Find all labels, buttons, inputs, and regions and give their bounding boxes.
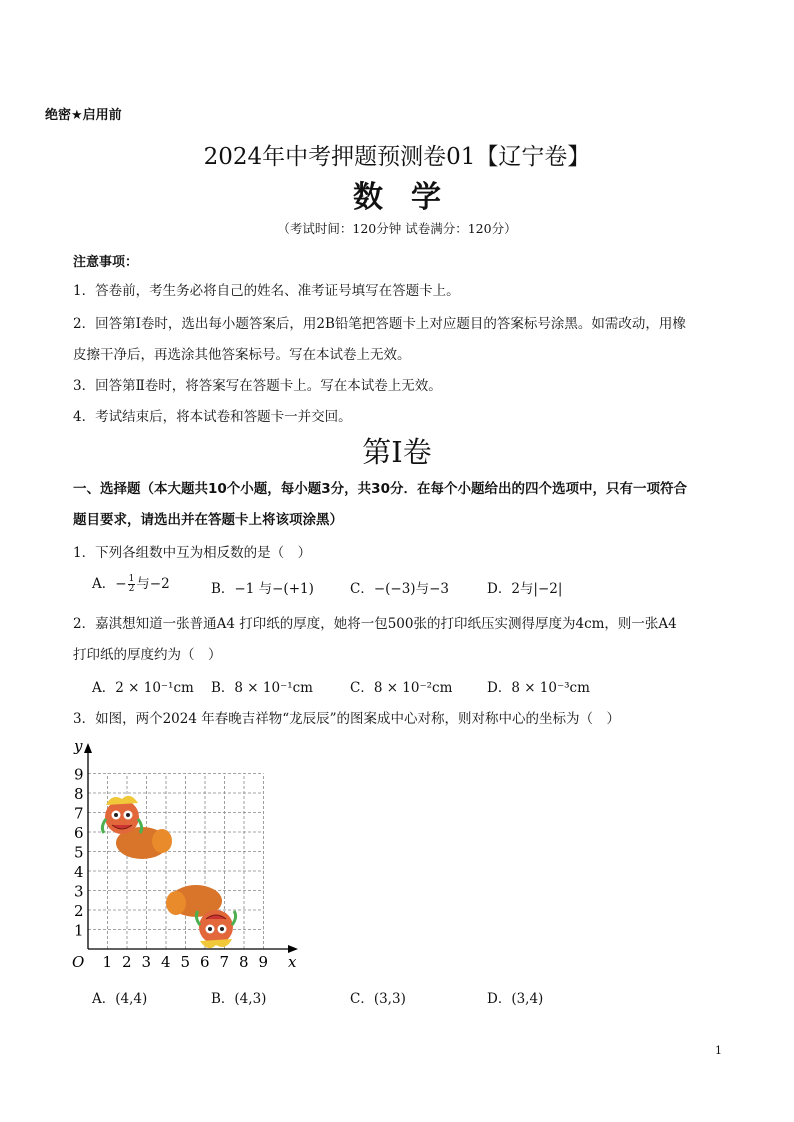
y-tick-label: 7: [74, 804, 84, 823]
y-axis-label: y: [74, 737, 83, 755]
question-1-option-d: D．2与|−2|: [487, 581, 563, 597]
question-1-option-c: C．−(−3)与−3: [350, 581, 449, 597]
question-2-option-c: C．8 × 10⁻²cm: [350, 680, 453, 696]
question-3-stem: 3．如图，两个2024 年春晚吉祥物“龙辰辰”的图案成中心对称，则对称中心的坐标为（ ）: [73, 711, 621, 727]
y-tick-label: 4: [74, 863, 84, 881]
notice-item: 3．回答第Ⅱ卷时，将答案写在答题卡上。写在本试卷上无效。: [73, 378, 442, 394]
x-tick-label: 9: [258, 953, 269, 971]
y-tick-label: 8: [74, 785, 84, 803]
exam-title: 2024年中考押题预测卷01【辽宁卷】: [203, 144, 591, 170]
question-2-option-b: B．8 × 10⁻¹cm: [211, 680, 313, 696]
question-3-option-d: D．(3,4): [487, 991, 544, 1007]
y-axis-arrow: [84, 743, 92, 753]
dragon-mascot-image: [102, 796, 172, 859]
y-tick-label: 3: [74, 882, 84, 901]
exam-info: （考试时间：120分钟 试卷满分：120分）: [277, 221, 517, 236]
question-1-option-b: B．−1 与−(+1): [211, 581, 314, 597]
question-3-option-a: A．(4,4): [92, 991, 148, 1007]
question-2-option-d: D．8 × 10⁻³cm: [487, 680, 590, 696]
x-tick-label: 4: [161, 953, 171, 971]
y-tick-label: 2: [74, 902, 84, 920]
confidential-label: 绝密★启用前: [45, 108, 122, 123]
x-tick-label: 8: [239, 953, 249, 971]
notice-heading: 注意事项：: [73, 255, 139, 270]
notice-item: 1．答卷前，考生务必将自己的姓名、准考证号填写在答题卡上。: [73, 283, 460, 299]
x-tick-label: 5: [180, 953, 191, 971]
x-tick-label: 7: [219, 953, 230, 971]
coordinate-grid-figure: [60, 735, 310, 975]
notice-item: 4．考试结束后，将本试卷和答题卡一并交回。: [73, 409, 352, 425]
subject-title: 数学: [353, 180, 469, 215]
y-tick-label: 1: [74, 921, 84, 940]
question-1-option-a: A．− $\frac{1}{2}$ 与−2: [92, 574, 170, 594]
question-2-option-a: A．2 × 10⁻¹cm: [92, 680, 194, 696]
x-tick-label: 6: [200, 953, 210, 971]
y-tick-label: 5: [74, 843, 84, 862]
dragon-mascot-image-rotated: [166, 885, 236, 948]
question-2-stem: 2．嘉淇想知道一张普通A4 打印纸的厚度，她将一包500张的打印纸压实测得厚度为4cm，则一张A4: [73, 616, 677, 632]
x-axis-label: x: [288, 953, 297, 971]
question-2-stem-cont: 打印纸的厚度约为（ ）: [73, 647, 222, 663]
section-heading: 一、选择题（本大题共10个小题，每小题3分，共30分．在每个小题给出的四个选项中，只有一项符合: [73, 481, 687, 497]
x-tick-label: 2: [122, 953, 132, 971]
y-tick-label: 9: [74, 765, 84, 784]
fraction: $\frac{1}{2}$: [128, 574, 135, 594]
volume-title: 第Ⅰ卷: [362, 435, 432, 469]
question-1-stem: 1．下列各组数中互为相反数的是（ ）: [73, 545, 312, 561]
y-tick-labels: [74, 766, 84, 940]
x-tick-label: 3: [141, 953, 152, 971]
x-tick-labels: [103, 953, 269, 971]
page-number: 1: [715, 1044, 722, 1057]
question-3-option-b: B．(4,3): [211, 991, 267, 1007]
question-3-option-c: C．(3,3): [350, 991, 406, 1007]
y-tick-label: 6: [74, 824, 84, 842]
x-axis-arrow: [288, 945, 298, 953]
notice-item: 皮擦干净后，再选涂其他答案标号。写在本试卷上无效。: [73, 347, 411, 363]
section-heading-cont: 题目要求，请选出并在答题卡上将该项涂黑）: [73, 512, 343, 528]
notice-item: 2．回答第Ⅰ卷时，选出每小题答案后，用2B铅笔把答题卡上对应题目的答案标号涂黑。如需改动，用橡: [73, 316, 686, 332]
x-tick-label: 1: [102, 953, 113, 971]
origin-label: O: [72, 953, 85, 971]
